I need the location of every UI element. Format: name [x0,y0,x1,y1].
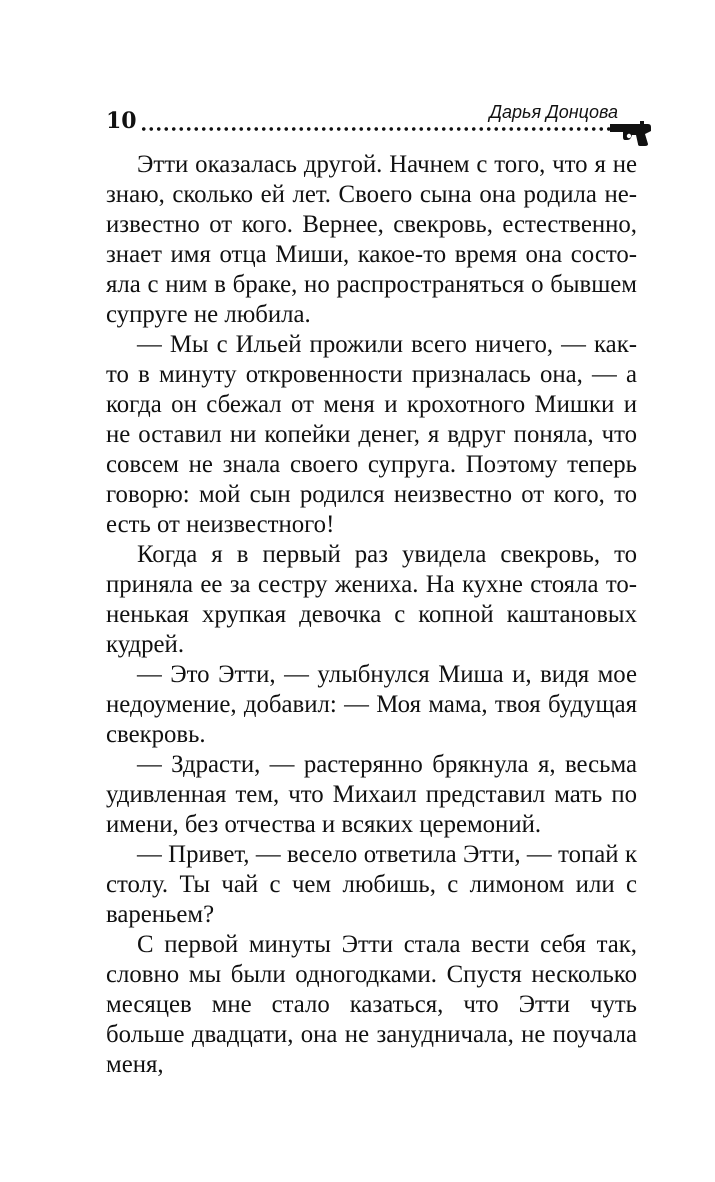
page-number: 10 [106,108,137,134]
paragraph: С первой минуты Этти стала вести себя так, словно мы были одногодками. Спустя несколько месяцев мне стало казаться, что Этти чуть больше двадцати, она не занудничала, не поучала меня, [106,931,637,1078]
paragraph: — Привет, — весело ответила Этти, — топай к столу. Ты чай с чем любишь, с лимоном или с вареньем? [106,841,637,928]
paragraph: — Мы с Ильей прожили всего ничего, — как-то в минуту откровенности призналась она, — а когда он сбежал от меня и крохотного Мишки и не оставил ни копейки денег, я вдруг поняла, что совсем не знала своего супруга. Поэтому теперь говорю: мой сын родился неизвестно от кого, то есть от неизвестного! [106,331,637,538]
pistol-icon [610,118,654,148]
author-name: Дарья Донцова [489,102,618,122]
body-text [106,150,637,1080]
dot-leader [140,127,614,131]
page-header [0,0,715,150]
paragraph: — Здрасти, — растерянно брякнула я, весьма удивленная тем, что Михаил представил мать по имени, без отчества и всяких церемоний. [106,751,637,838]
paragraph: — Это Этти, — улыбнулся Миша и, видя мое недоумение, добавил: — Моя мама, твоя будущая свекровь. [106,661,637,748]
paragraph: Когда я в первый раз увидела свекровь, то приняла ее за сестру жениха. На кухне стояла тоненькая хрупкая девочка с копной каштановых кудрей. [106,541,637,658]
paragraph: Этти оказалась другой. Начнем с того, что я не знаю, сколько ей лет. Своего сына она родила неизвестно от кого. Вернее, свекровь, естественно, знает имя отца Миши, какое-то время она состояла с ним в браке, но распространяться о бывшем супруге не любила. [106,151,637,328]
